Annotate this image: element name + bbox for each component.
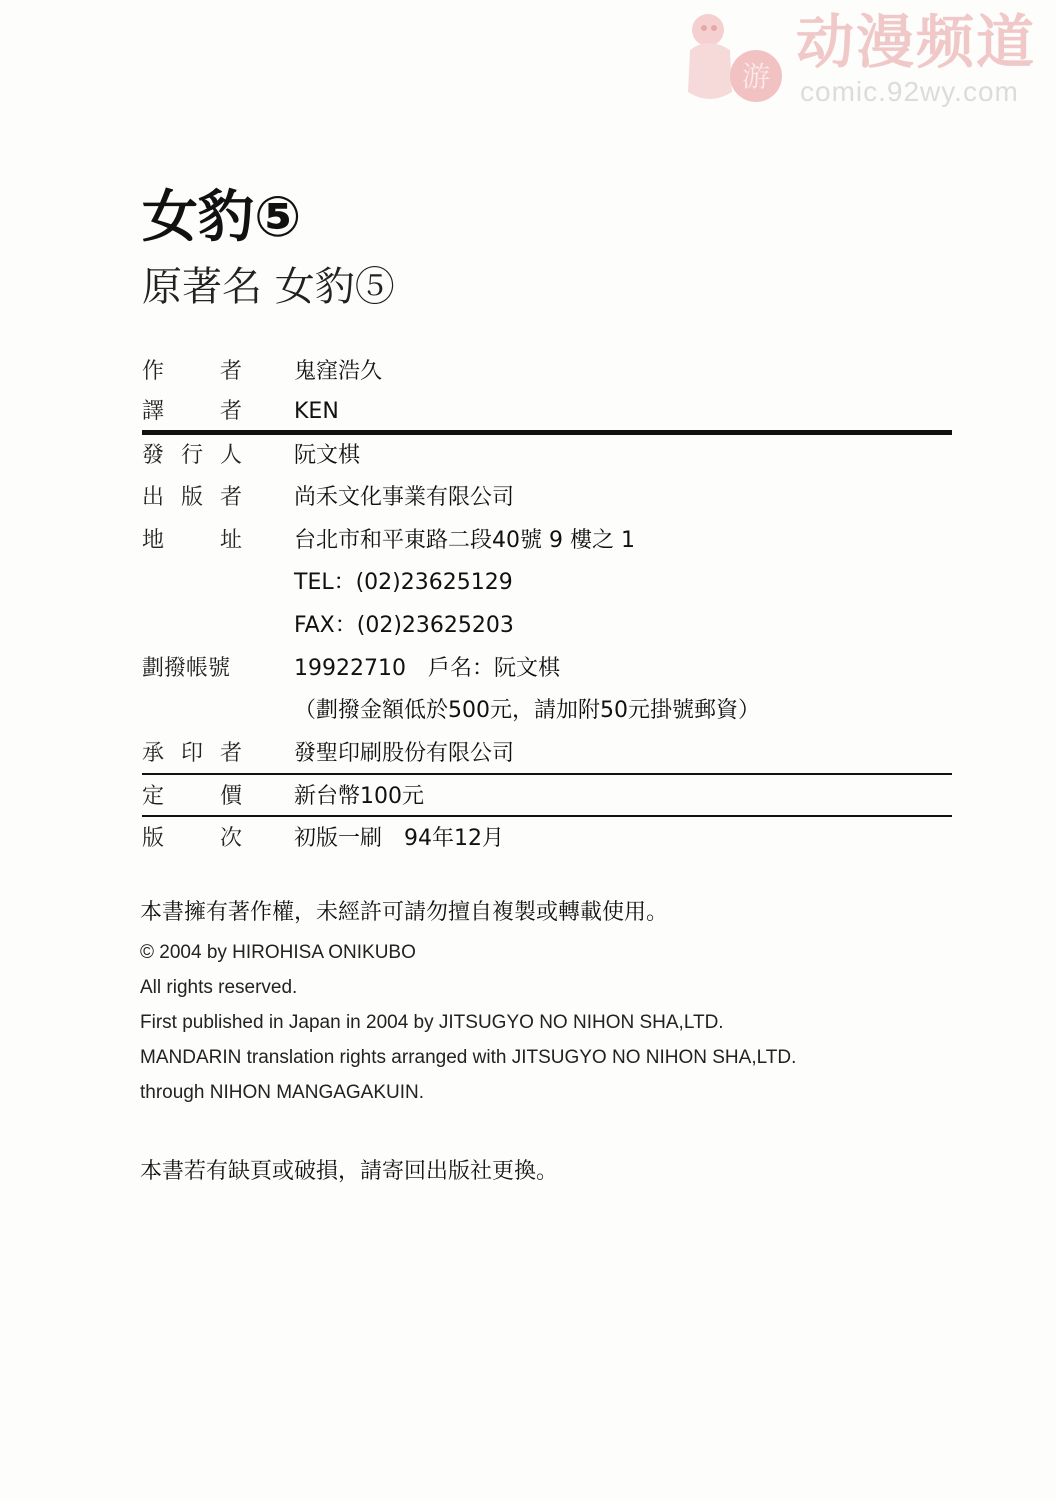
credit-value: 新台幣100元 (294, 784, 424, 809)
divider-thin (142, 773, 952, 775)
credit-label-char: 作 (142, 359, 165, 384)
credit-row (142, 354, 954, 390)
credit-row (142, 608, 954, 644)
credit-value: FAX：(02)23625203 (294, 613, 514, 638)
credit-label-char: 地 (142, 528, 165, 553)
watermark (668, 2, 1056, 112)
credit-label-char: 行 (180, 443, 203, 468)
credit-row (142, 821, 954, 857)
mascot-logo-icon (670, 6, 790, 110)
credit-label (142, 651, 242, 687)
credit-row (142, 394, 954, 430)
credit-value: 初版一刷 94年12月 (294, 826, 504, 851)
credit-value: 阮文棋 (294, 443, 361, 468)
english-rights-line: First published in Japan in 2004 by JITSUGYO NO NIHON SHA,LTD. (140, 1012, 724, 1033)
defect-notice: 本書若有缺頁或破損，請寄回出版社更換。 (140, 1159, 559, 1184)
book-title: 女豹⑤ (142, 185, 302, 250)
original-title: 原著名 女豹⑤ (142, 264, 395, 310)
credit-label-char: 出 (142, 485, 165, 510)
credit-label-char: 者 (219, 359, 242, 384)
credit-row (142, 565, 954, 601)
credit-label (142, 736, 242, 772)
credit-row (142, 651, 954, 687)
credit-label (142, 821, 242, 857)
credit-label-char: 定 (142, 784, 165, 809)
credit-label-char: 譯 (142, 399, 165, 424)
credit-label-char: 劃撥帳號 (142, 656, 231, 681)
credit-value: KEN (294, 399, 339, 424)
credit-row (142, 438, 954, 474)
credit-value: 尚禾文化事業有限公司 (294, 485, 515, 510)
credit-label (142, 438, 242, 474)
credit-label-char: 者 (219, 741, 242, 766)
credit-label-char: 者 (219, 399, 242, 424)
credit-label-char: 發 (142, 443, 165, 468)
credit-value: 台北市和平東路二段40號 9 樓之 1 (294, 528, 635, 553)
english-rights-line: through NIHON MANGAGAKUIN. (140, 1082, 425, 1103)
credit-label (142, 394, 242, 430)
svg-text:游: 游 (741, 60, 771, 93)
credit-row (142, 736, 954, 772)
credit-label-char: 人 (219, 443, 242, 468)
english-rights-line: All rights reserved. (140, 977, 298, 998)
credit-label (142, 523, 242, 559)
credit-label-char: 址 (219, 528, 242, 553)
english-rights-line: © 2004 by HIROHISA ONIKUBO (140, 942, 416, 963)
credit-label (142, 779, 242, 815)
credit-value: 發聖印刷股份有限公司 (294, 741, 515, 766)
copyright-notice: 本書擁有著作權，未經許可請勿擅自複製或轉載使用。 (140, 900, 669, 925)
credit-row (142, 480, 954, 516)
credit-label-char: 次 (219, 826, 242, 851)
english-rights-line: MANDARIN translation rights arranged with JITSUGYO NO NIHON SHA,LTD. (140, 1047, 797, 1068)
watermark-url: comic.92wy.com (800, 76, 1019, 107)
credit-label (142, 354, 242, 390)
watermark-site-name: 动漫频道 (796, 8, 1037, 76)
credit-label-char: 版 (142, 826, 165, 851)
credit-value: （劃撥金額低於500元，請加附50元掛號郵資） (294, 698, 760, 723)
credit-value: 19922710 戶名：阮文棋 (294, 656, 560, 681)
divider-thick (142, 430, 952, 435)
credit-row (142, 779, 954, 815)
credit-value: 鬼窪浩久 (294, 359, 383, 384)
credit-value: TEL：(02)23625129 (294, 570, 513, 595)
credit-row (142, 693, 954, 729)
credit-label-char: 版 (180, 485, 203, 510)
credit-label-char: 印 (180, 741, 203, 766)
credit-row (142, 523, 954, 559)
credit-label-char: 承 (142, 741, 165, 766)
credit-label-char: 者 (219, 485, 242, 510)
divider-thin (142, 815, 952, 817)
credit-label-char: 價 (219, 784, 242, 809)
credit-label (142, 480, 242, 516)
